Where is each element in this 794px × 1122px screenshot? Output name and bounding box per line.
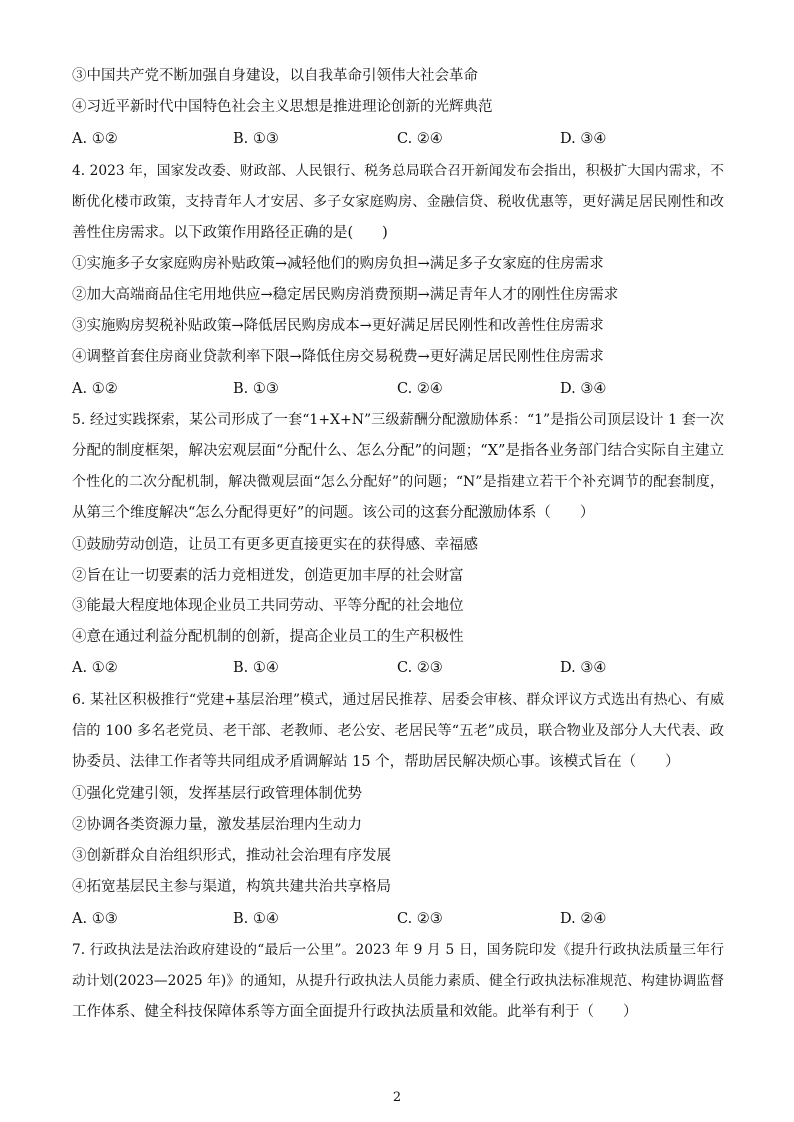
q5-options xyxy=(72,658,724,678)
q5-stem-line-2: 分配的制度框架，解决宏观层面“分配什么、怎么分配”的问题；“X”是指各业务部门结合实际自主建立 xyxy=(72,443,724,459)
q5-stem-line-1: 5. 经过实践探索，某公司形成了一套“1+X+N”三级薪酬分配激励体系：“1”是指公司顶层设计 1 套一次 xyxy=(72,412,724,428)
q6-statement-4: ④拓宽基层民主参与渠道，构筑共建共治共享格局 xyxy=(72,879,391,895)
q4-statement-3: ③实施购房契税补贴政策→降低居民购房成本→更好满足居民刚性和改善性住房需求 xyxy=(72,318,604,334)
q3-statement-4: ④习近平新时代中国特色社会主义思想是推进理论创新的光辉典范 xyxy=(72,99,493,115)
q4-option-d: D. ③④ xyxy=(560,381,607,397)
q4-options xyxy=(72,379,724,399)
q5-statement-4: ④意在通过利益分配机制的创新，提高企业员工的生产积极性 xyxy=(72,629,464,645)
q4-stem-line-2: 断优化楼市政策，支持青年人才安居、多子女家庭购房、金融信贷、税收优惠等，更好满足居民刚性和改 xyxy=(72,194,724,210)
q4-statement-4: ④调整首套住房商业贷款利率下限→降低住房交易税费→更好满足居民刚性住房需求 xyxy=(72,349,604,365)
q4-option-b: B. ①③ xyxy=(233,381,279,397)
q4-statement-2: ②加大高端商品住宅用地供应→稳定居民购房消费预期→满足青年人才的刚性住房需求 xyxy=(72,287,619,303)
q7-stem-line-3: 工作体系、健全科技保障体系等方面全面提升行政执法质量和效能。此举有利于（ ） xyxy=(72,1004,638,1020)
q5-option-b: B. ①④ xyxy=(233,660,279,676)
q6-options xyxy=(72,909,724,929)
q4-option-a: A. ①② xyxy=(72,381,118,397)
q6-statement-3: ③创新群众自治组织形式，推动社会治理有序发展 xyxy=(72,848,391,864)
q5-option-d: D. ③④ xyxy=(560,660,607,676)
q5-option-a: A. ①② xyxy=(72,660,118,676)
q4-stem-line-3: 善性住房需求。以下政策作用路径正确的是( ) xyxy=(72,225,388,241)
q3-option-c: C. ②④ xyxy=(397,131,443,147)
q6-statement-1: ①强化党建引领，发挥基层行政管理体制优势 xyxy=(72,786,362,802)
page-number: 2 xyxy=(392,1090,402,1105)
q6-stem-line-1: 6. 某社区积极推行“党建+基层治理”模式，通过居民推荐、居委会审核、群众评议方式选出有热心、有威 xyxy=(72,692,724,708)
q6-stem-line-2: 信的 100 多名老党员、老干部、老教师、老公安、老居民等“五老”成员，联合物业及部分人大代表、政 xyxy=(72,723,724,739)
q3-option-a: A. ①② xyxy=(72,131,118,147)
q3-statement-3: ③中国共产党不断加强自身建设，以自我革命引领伟大社会革命 xyxy=(72,68,478,84)
q6-statement-2: ②协调各类资源力量，激发基层治理内生动力 xyxy=(72,817,362,833)
q7-stem-line-2: 动计划(2023—2025 年)》的通知，从提升行政执法人员能力素质、健全行政执法标准规范、构建协调监督 xyxy=(72,973,724,989)
q6-option-c: C. ②③ xyxy=(397,911,443,927)
q7-stem-line-1: 7. 行政执法是法治政府建设的“最后一公里”。2023 年 9 月 5 日，国务院印发《提升行政执法质量三年行 xyxy=(72,942,724,958)
q5-stem-line-4: 从第三个维度解决“怎么分配得更好”的问题。该公司的这套分配激励体系（ ） xyxy=(72,505,595,521)
q5-stem-line-3: 个性化的二次分配机制，解决微观层面“怎么分配好”的问题；“N”是指建立若干个补充调节的配套制度， xyxy=(72,474,724,490)
q3-option-b: B. ①③ xyxy=(233,131,279,147)
q6-option-b: B. ①④ xyxy=(233,911,279,927)
q4-stem-line-1: 4. 2023 年，国家发改委、财政部、人民银行、税务总局联合召开新闻发布会指出，积极扩大国内需求，不 xyxy=(72,163,724,179)
q5-statement-2: ②旨在让一切要素的活力竞相迸发，创造更加丰厚的社会财富 xyxy=(72,568,464,584)
q5-statement-3: ③能最大程度地体现企业员工共同劳动、平等分配的社会地位 xyxy=(72,598,464,614)
q3-options xyxy=(72,129,724,149)
q6-option-d: D. ②④ xyxy=(560,911,607,927)
q6-stem-line-3: 协委员、法律工作者等共同组成矛盾调解站 15 个，帮助居民解决烦心事。该模式旨在（ ） xyxy=(72,754,680,770)
q4-option-c: C. ②④ xyxy=(397,381,443,397)
q5-statement-1: ①鼓励劳动创造，让员工有更多更直接更实在的获得感、幸福感 xyxy=(72,537,478,553)
q4-statement-1: ①实施多子女家庭购房补贴政策→减轻他们的购房负担→满足多子女家庭的住房需求 xyxy=(72,256,604,272)
q6-option-a: A. ①③ xyxy=(72,911,118,927)
q5-option-c: C. ②③ xyxy=(397,660,443,676)
q3-option-d: D. ③④ xyxy=(560,131,607,147)
